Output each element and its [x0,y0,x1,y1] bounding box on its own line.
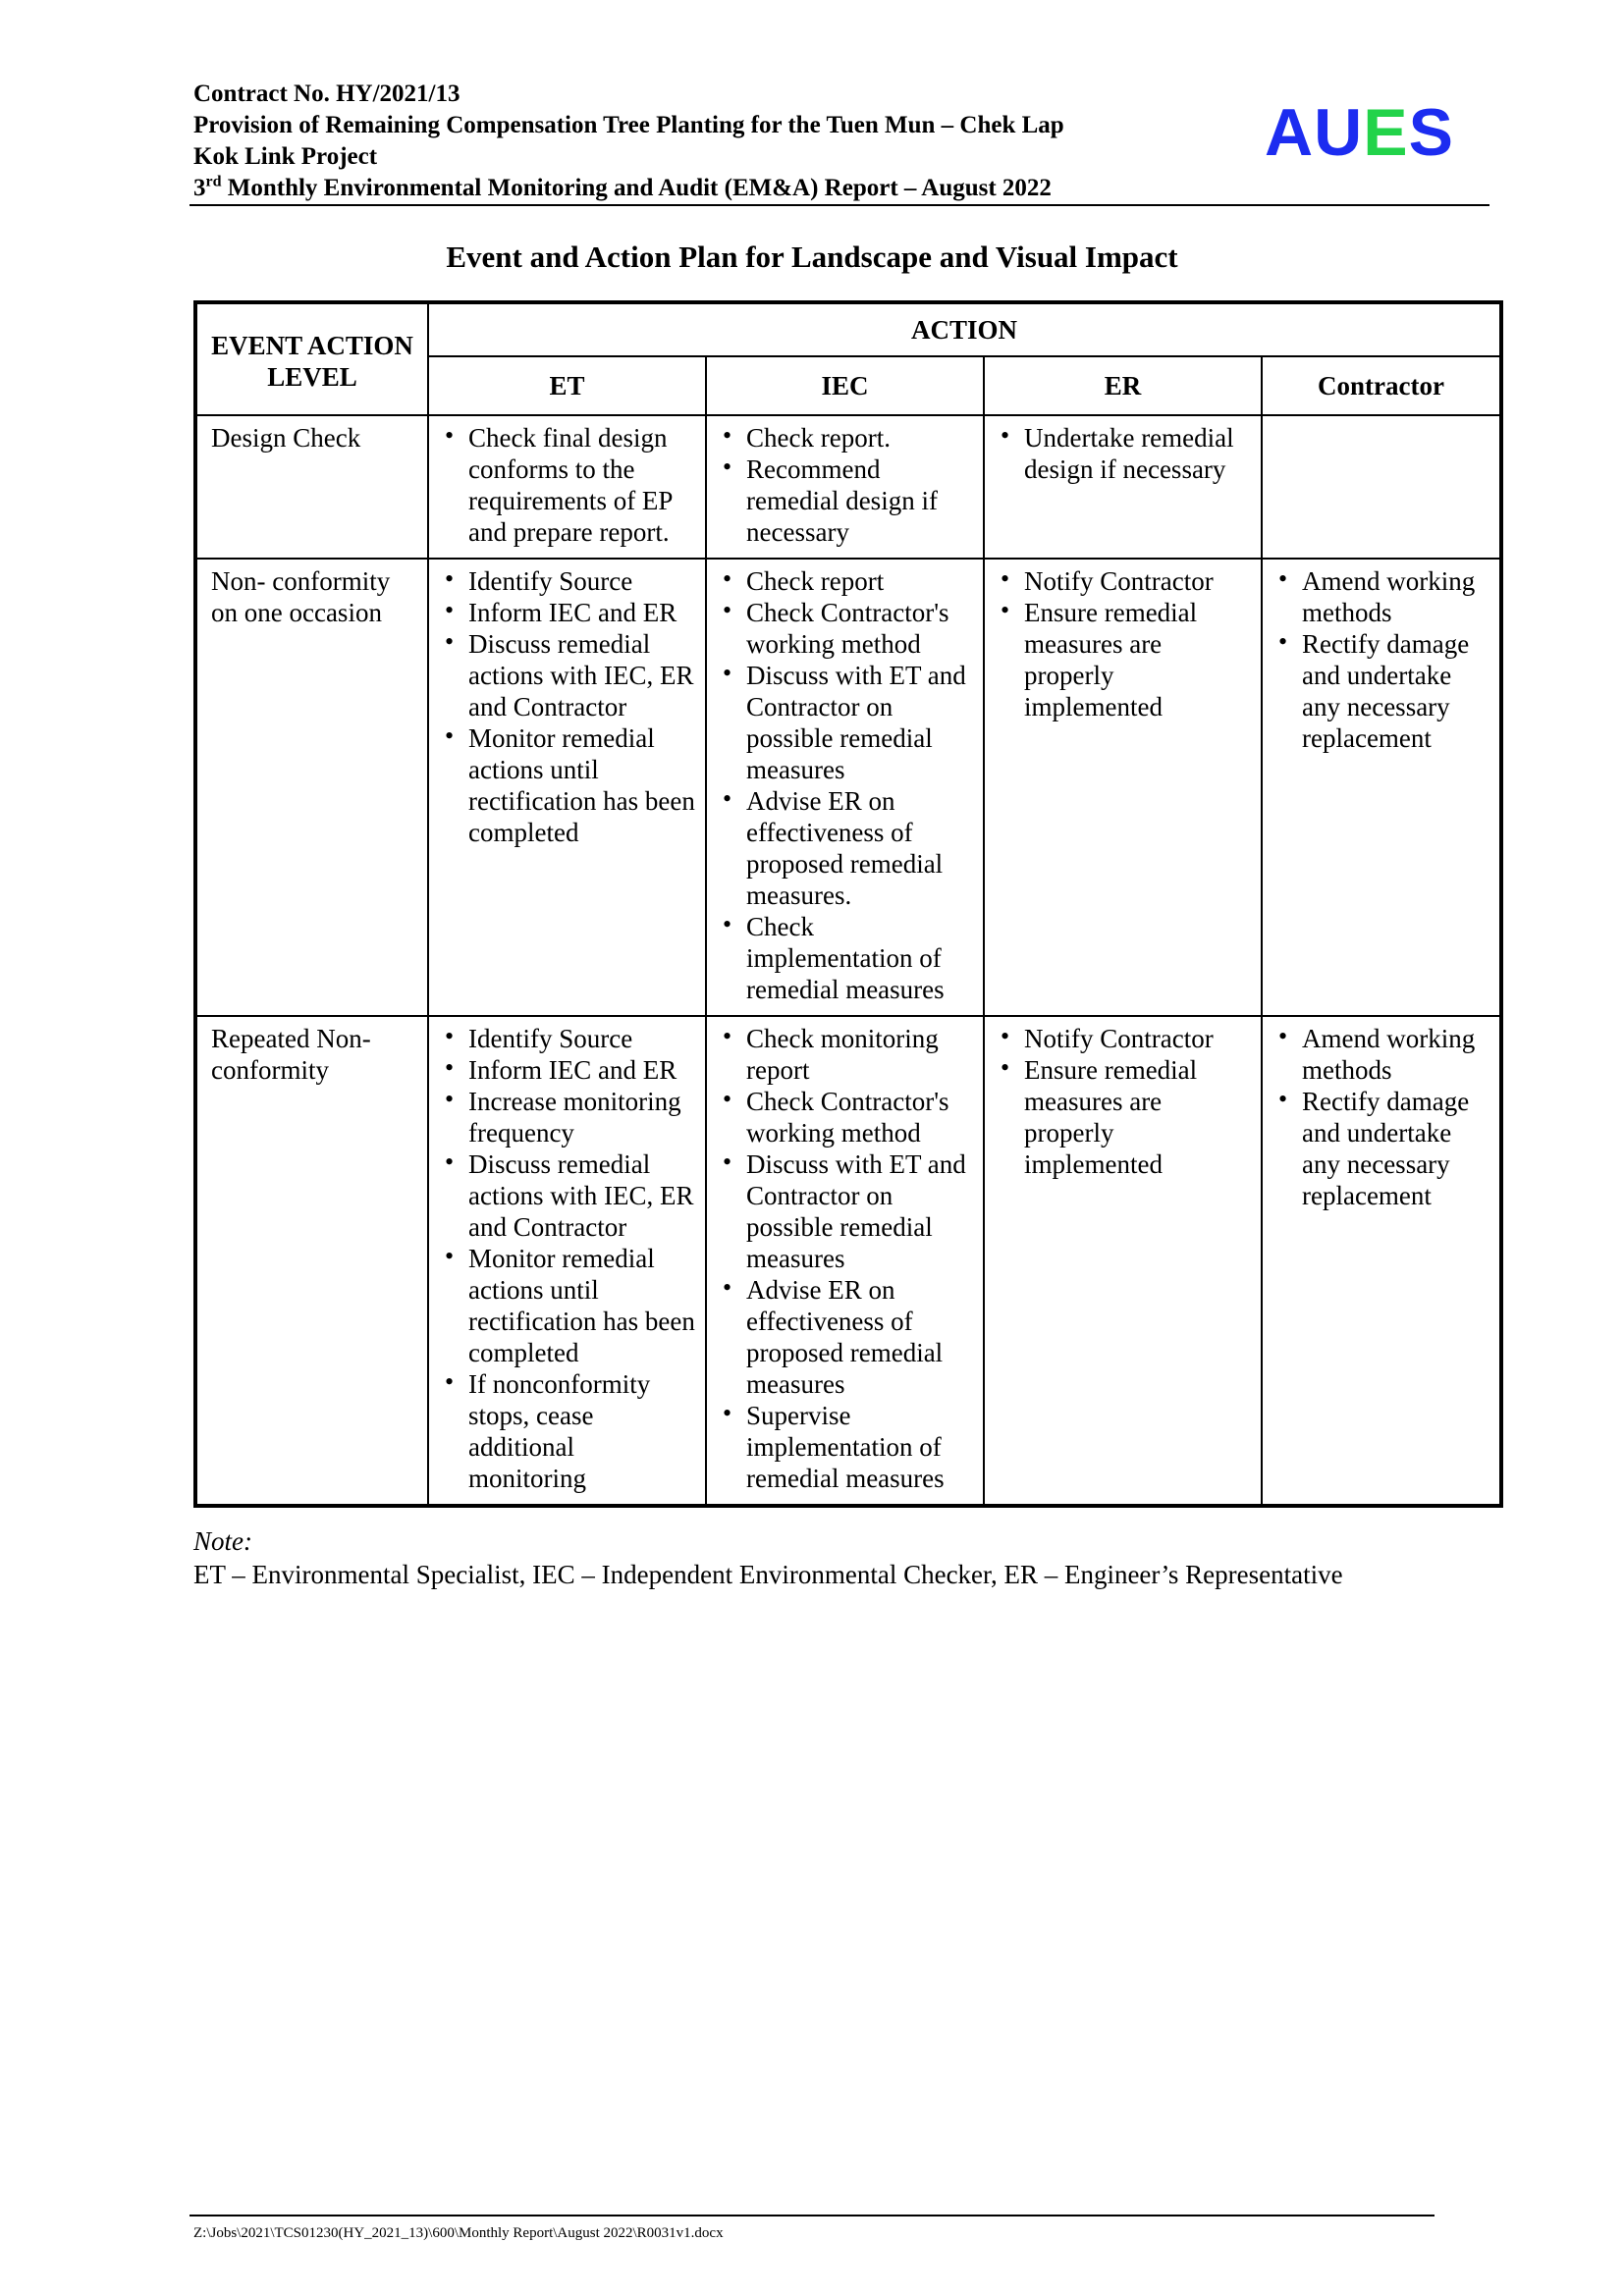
project-title-line1: Provision of Remaining Compensation Tree Planting for the Tuen Mun – Chek Lap [193,112,1064,138]
action-item: • Rectify damage and undertake any necessary replacement [1276,1086,1491,1211]
action-cell-er [984,415,1262,559]
contract-number: Contract No. HY/2021/13 [193,80,460,107]
page-title: Event and Action Plan for Landscape and Visual Impact [446,240,1178,274]
action-item: • Supervise implementation of remedial measures [721,1400,975,1494]
action-list [985,560,1261,732]
action-list [1263,560,1499,764]
action-item: • Discuss remedial actions with IEC, ER and Contractor [443,1148,697,1243]
table-row [195,559,1501,1016]
logo-letter-e: E [1363,95,1409,170]
action-cell-iec [706,1016,984,1506]
column-header-iec: IEC [706,356,984,415]
footer-divider [189,2215,1435,2216]
event-action-plan-table [193,300,1503,1508]
action-item: • Increase monitoring frequency [443,1086,697,1148]
action-cell-et [428,415,706,559]
action-item: • Check monitoring report [721,1023,975,1086]
action-list [707,1017,983,1504]
action-item: • Rectify damage and undertake any necessary replacement [1276,628,1491,754]
column-header-er: ER [984,356,1262,415]
action-cell-et [428,559,706,1016]
action-item: • If nonconformity stops, cease additional monitoring [443,1368,697,1494]
event-level-cell: Design Check [195,415,428,559]
action-item: • Inform IEC and ER [443,597,697,628]
action-cell-er [984,1016,1262,1506]
logo-letter-s: S [1408,95,1454,170]
action-item: • Check final design conforms to the requirements of EP and prepare report. [443,422,697,548]
action-item: • Discuss with ET and Contractor on possible remedial measures [721,660,975,785]
report-title-text: Monthly Environmental Monitoring and Audit (EM&A) Report – August 2022 [221,175,1052,201]
column-header-et: ET [428,356,706,415]
table-row [195,1016,1501,1506]
action-item: • Check implementation of remedial measures [721,911,975,1005]
report-title [193,173,1489,204]
action-item: • Check report. [721,422,975,454]
action-list [429,560,705,858]
header-divider [189,204,1489,206]
action-item: • Notify Contractor [999,1023,1253,1054]
note-label: Note: [193,1526,252,1556]
event-action-level-header: EVENT ACTION LEVEL [195,302,428,415]
action-cell-contractor [1262,559,1501,1016]
action-item: • Check report [721,565,975,597]
action-item: • Inform IEC and ER [443,1054,697,1086]
action-header: ACTION [428,302,1501,356]
action-list [707,560,983,1015]
table-note [193,1524,1343,1591]
action-item: • Advise ER on effectiveness of proposed remedial measures [721,1274,975,1400]
logo-letter-u: U [1314,95,1364,170]
table-row [195,415,1501,559]
action-cell-iec [706,415,984,559]
action-item: • Monitor remedial actions until rectification has been completed [443,1243,697,1368]
action-cell-contractor [1262,415,1501,559]
action-cell-contractor [1262,1016,1501,1506]
action-list [985,416,1261,495]
action-item: • Check Contractor's working method [721,597,975,660]
action-item: • Check Contractor's working method [721,1086,975,1148]
action-item: • Undertake remedial design if necessary [999,422,1253,485]
action-item: • Advise ER on effectiveness of proposed remedial measures. [721,785,975,911]
action-cell-er [984,559,1262,1016]
report-ordinal: rd [205,173,222,190]
action-item: • Monitor remedial actions until rectification has been completed [443,722,697,848]
project-title-line2: Kok Link Project [193,143,378,170]
action-item: • Discuss remedial actions with IEC, ER and Contractor [443,628,697,722]
table-body [195,415,1501,1506]
action-cell-iec [706,559,984,1016]
note-text: ET – Environmental Specialist, IEC – Independent Environmental Checker, ER – Engineer’s Representative [193,1560,1343,1589]
action-list [1263,1017,1499,1221]
action-item: • Amend working methods [1276,1023,1491,1086]
column-header-contractor: Contractor [1262,356,1501,415]
action-list [1263,416,1499,432]
action-item: • Identify Source [443,1023,697,1054]
action-item: • Amend working methods [1276,565,1491,628]
file-path: Z:\Jobs\2021\TCS01230(HY_2021_13)\600\Monthly Report\August 2022\R0031v1.docx [193,2225,724,2241]
logo-letter-a: A [1265,95,1315,170]
event-level-cell: Non- conformity on one occasion [195,559,428,1016]
action-list [707,416,983,558]
action-list [985,1017,1261,1190]
action-list [429,1017,705,1504]
action-item: • Discuss with ET and Contractor on possible remedial measures [721,1148,975,1274]
report-number: 3 [193,175,206,201]
action-item: • Ensure remedial measures are properly implemented [999,597,1253,722]
action-list [429,416,705,558]
action-cell-et [428,1016,706,1506]
action-item: • Recommend remedial design if necessary [721,454,975,548]
event-level-cell: Repeated Non-conformity [195,1016,428,1506]
action-item: • Ensure remedial measures are properly implemented [999,1054,1253,1180]
aues-logo [1265,95,1454,170]
action-item: • Notify Contractor [999,565,1253,597]
action-item: • Identify Source [443,565,697,597]
